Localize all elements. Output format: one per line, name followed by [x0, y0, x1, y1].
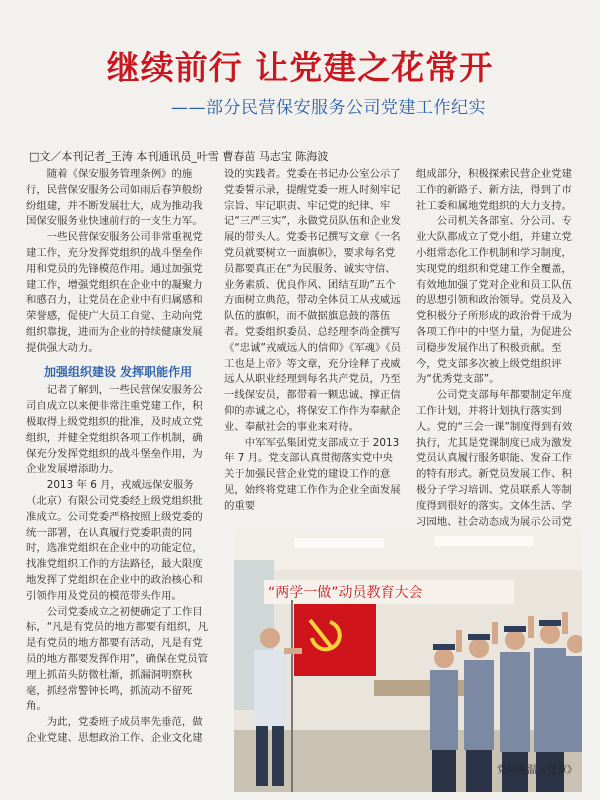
text-column-2	[224, 167, 402, 515]
article-subtitle: ——部分民营保安服务公司党建工作纪实	[171, 98, 486, 118]
paragraph: 设的实践者。党委在书记办公室公示了党委誓示录，提醒党委一班人时刻牢记宗旨、牢记职责、牢记党的纪律、牢记“三严三实”，永做党员队伍和企业发展的带头人。党委书记撰写文章《一名党员就要树立一面旗帜》，要求每名党员都要真正在“为民服务、诚实守信、业务素质、优良作风、团结互助”五个方面树立典范，带动全体员工从戎威远队伍的旗帜，而不做据旗息鼓的落伍者。党委组织委员、总经理李尚金撰写《“忠诚”戎威远人的信仰》《军魂》《员工也是上帝》等文章，充分诠释了戎威远人从职业经理到每名共产党员，乃至一线保安员，都带着一颗忠诚、撑正信仰的赤诚之心，将保安工作作为奉献企业、奉献社会的事业来对待。	[224, 168, 402, 433]
article-title: 继续前行 让党建之花常开	[106, 48, 494, 87]
paragraph: 公司党支部每年都要制定年度工作计划，并将计划执行落实到人。党的“三会一课”制度得到有效执行，尤其是党课制度已成为激发党员认真履行服务职能、发奋工作的特有形式。新党员发展工作、积极分子学习培训、党员联系人等制度得到很好的落实。文体生活、学习园地、社会动态成为展示公司党	[416, 389, 573, 528]
photo-oath-ceremony	[234, 530, 582, 792]
paragraph: 记者了解到，一些民营保安服务公司自成立以来便非常注重党建工作，积极取得上级党组织的批准，及时成立党组织，并健全党组织各项工作机制，确保充分发挥党组织的战斗堡垒作用，为企业发展增添助力。	[26, 384, 203, 476]
paragraph: 随着《保安服务管理条例》的施行，民营保安服务公司如雨后春笋般纷纷组建，并不断发展壮大，成为推动我国保安服务业快速前行的一支生力军。	[26, 168, 203, 228]
paragraph: 2013 年 6 月，戎威远保安服务（北京）有限公司党委经上级党组织批准成立。公司党委严格按照上级党委的统一部署，在认真履行党委职责的同时，选准党组织在企业中的功能定位，找准党组织工作的方法路径，最大限度地发挥了党组织在企业中的政治核心和引领作用及党员的模范带头作用。	[26, 479, 203, 602]
text-column-1	[26, 167, 209, 747]
text-column-3	[416, 167, 582, 546]
paragraph: 公司党委成立之初便确定了工作目标，“凡是有党员的地方都要有组织，凡是有党员的地方都要有活动，凡是有党员的地方都要发挥作用”，确保在党员管理上抓苗头防微杜渐，抓漏洞明察秋毫，抓经常警钟长鸣，抓流动不留死角。	[26, 605, 209, 713]
paragraph: 为此，党委班子成员率先垂范，做企业党建、思想政治工作、企业文化建	[26, 716, 203, 744]
photo-illustration	[234, 530, 582, 792]
paragraph: 一些民营保安服务公司非常重视党建工作，充分发挥党组织的战斗堡垒作用和党员的先锋模范作用。通过加强党建工作，增强党组织在企业中的凝聚力和感召力，让党员在企业中有归属感和荣誉感，促使广大员工自觉、主动向党组织靠拢，进而为企业的持续健康发展提供强大动力。	[26, 231, 203, 354]
banner-text: “两学一做”动员教育大会	[268, 585, 423, 601]
section-heading: 加强组织建设 发挥职能作用	[44, 364, 193, 379]
paragraph: 组成部分，积极探索民营企业党建工作的新路子、新方法，得到了市社工委和属地党组织的大力支持。	[416, 168, 572, 212]
paragraph: 中军军弘集团党支部成立于 2013 年 7 月。党支部认真贯彻落实党中央关于加强民营企业党的建设工作的意见，始终将党建工作作为企业全面发展的重要	[224, 436, 401, 512]
photo-caption: 党员重温《党章》	[497, 765, 577, 776]
party-flag	[294, 604, 376, 676]
article-byline: □文／本刊记者_王涛 本刊通讯员_叶雪 曹春苗 马志宝 陈海波	[29, 150, 329, 163]
paragraph: 公司机关各部室、分公司、专业大队都成立了党小组，并建立党小组常态化工作机制和学习制度，实现党的组织和党建工作全覆盖，有效地加强了党对企业和员工队伍的思想引领和政治领导。党员及入党积极分子所形成的政治骨干成为各项工作中的中坚力量，为促进公司稳步发展作出了积极贡献。至今，党支部多次被上级党组织评为“优秀党支部”。	[416, 215, 572, 386]
